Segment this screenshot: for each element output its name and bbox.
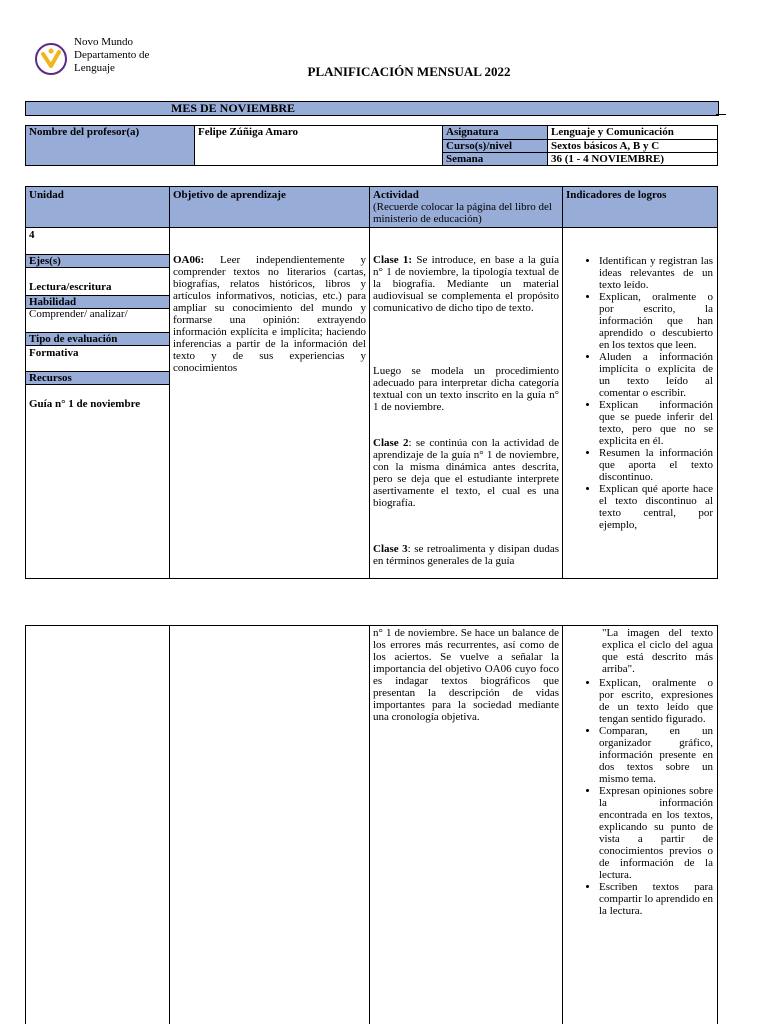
- activity-cell-cont: [369, 625, 563, 1024]
- clase1-label: Clase 1:: [373, 254, 413, 266]
- objective-body: Leer independientemente y comprender textos no literarios (cartas, biografías, relatos históricos, libros y artículos informativos, noticias, etc.) para ampliar su conocimiento del mundo y formarse una opinión: extrayendo información explícita e implícita; haciendo inferencias a partir de la información del texto y de sus experiencias y conocimientos: [173, 254, 366, 374]
- objective-cell: [169, 227, 370, 579]
- clase1-body: Se introduce, en base a la guía n° 1 de noviembre, la tipología textual de la biografía. Mediante un material audiovisual se complementa el propósito comunicativo de dicho tipo de texto.: [373, 254, 560, 314]
- clase1-text2: Luego se modela un procedimiento adecuado para interpretar dicha categoría textual con un texto inscrito en la guía n° 1 de noviembre.: [373, 365, 559, 413]
- col-header-actividad-text: Actividad: [373, 189, 419, 201]
- col-header-objetivo-text: Objetivo de aprendizaje: [173, 189, 286, 201]
- clase3-label: Clase 3: [373, 543, 408, 555]
- org-line-2: Departamento de: [74, 49, 150, 61]
- course-label: Curso(s)/nivel: [443, 140, 548, 153]
- clase2-body: : se continúa con la actividad de aprendizaje de la guía n° 1 de noviembre, con la misma dinámica antes descrita, pero se deja que el estudiante interprete asertivamente el texto, el cual es una biografía.: [373, 437, 559, 509]
- objective-code: OA06:: [173, 254, 205, 266]
- clase1-text: [373, 254, 559, 314]
- week-label: Semana: [443, 153, 548, 166]
- indicators-cell: [562, 227, 718, 579]
- tipo-evaluacion-label: Tipo de evaluación: [26, 332, 169, 346]
- indicator-item: • Aluden a información implícita o explícita de un texto leído al comentar o escribir.: [599, 351, 713, 399]
- teacher-label: Nombre del profesor(a): [26, 126, 195, 166]
- subject-value: Lenguaje y Comunicación: [548, 126, 718, 140]
- col-header-actividad: [369, 186, 563, 228]
- col-header-actividad-note: (Recuerde colocar la página del libro del ministerio de educación): [373, 201, 552, 225]
- objective-cell-cont: [169, 625, 370, 1024]
- org-line-1: Novo Mundo: [74, 36, 133, 48]
- clase2-text: [373, 437, 559, 509]
- teacher-info-table: [25, 125, 718, 166]
- col-header-indicadores-text: Indicadores de logros: [566, 189, 667, 201]
- clase2-label: Clase 2: [373, 437, 409, 449]
- subject-label: Asignatura: [443, 126, 548, 140]
- teacher-name: Felipe Zúñiga Amaro: [195, 126, 443, 166]
- recursos-value: Guía n° 1 de noviembre: [29, 398, 141, 410]
- col-header-unidad-text: Unidad: [29, 189, 64, 201]
- activity-cell: [369, 227, 563, 579]
- ejes-value: Lectura/escritura: [29, 281, 112, 293]
- month-bar-rule: [716, 114, 726, 115]
- clase3-text: [373, 543, 559, 567]
- unit-cell: [25, 227, 170, 579]
- indicators-list-p2: [563, 677, 717, 917]
- objective-text: [173, 254, 366, 374]
- indicator-item: • Comparan, en un organizador gráfico, información presente en dos textos sobre un mismo tema.: [599, 725, 713, 785]
- indicator-item: • Explican, oralmente o por escrito, la información que han aprendido o descubierto en los textos que leen.: [599, 291, 713, 351]
- org-line-3: Lenguaje: [74, 62, 115, 74]
- habilidad-label: Habilidad: [26, 295, 169, 309]
- recursos-label: Recursos: [26, 371, 169, 385]
- month-label: MES DE NOVIEMBRE: [171, 101, 296, 115]
- unit-number: 4: [29, 229, 35, 241]
- indicator-item: • Identifican y registran las ideas relevantes de un texto leído.: [599, 255, 713, 291]
- col-header-unidad: [25, 186, 170, 228]
- indicators-cell-cont: [562, 625, 718, 1024]
- indicator-item: • Explican información que se puede inferir del texto, pero que no se explicita en él.: [599, 399, 713, 447]
- col-header-indicadores: [562, 186, 718, 228]
- course-value: Sextos básicos A, B y C: [548, 140, 718, 153]
- clase3-continuation: n° 1 de noviembre. Se hace un balance de los errores más recurrentes, así como de los aciertos. Se vuelve a señalar la importancia del objetivo OA06 cuyo foco es indagar textos biográficos que presentan la descripción de vidas importantes para la sociedad mediante una cronología objetiva.: [373, 627, 559, 723]
- unit-cell-cont: [25, 625, 170, 1024]
- ejes-label: Ejes(s): [26, 254, 169, 268]
- habilidad-value: Comprender/ analizar/: [29, 308, 128, 320]
- week-value: 36 (1 - 4 NOVIEMBRE): [548, 153, 718, 166]
- document-title: PLANIFICACIÓN MENSUAL 2022: [307, 64, 511, 79]
- col-header-objetivo: [169, 186, 370, 228]
- tipo-evaluacion-value: Formativa: [29, 347, 79, 359]
- indicators-list-p1: [563, 255, 717, 531]
- indicator-continuation: "La imagen del texto explica el ciclo del agua que está descrito más arriba".: [602, 627, 713, 675]
- indicator-item: • Explican qué aporte hace el texto discontinuo al texto central, por ejemplo,: [599, 483, 713, 531]
- indicator-item: • Explican, oralmente o por escrito, expresiones de un texto leído que tengan sentido figurado.: [599, 677, 713, 725]
- indicator-item: • Expresan opiniones sobre la información encontrada en los textos, explicando su punto de vista a partir de conocimientos previos o de información de la lectura.: [599, 785, 713, 881]
- indicator-item: • Escriben textos para compartir lo aprendido en la lectura.: [599, 881, 713, 917]
- indicator-item: • Resumen la información que aporta el texto discontinuo.: [599, 447, 713, 483]
- month-bar: [25, 101, 719, 116]
- clase3-body: : se retroalimenta y disipan dudas en términos generales de la guía: [373, 543, 559, 567]
